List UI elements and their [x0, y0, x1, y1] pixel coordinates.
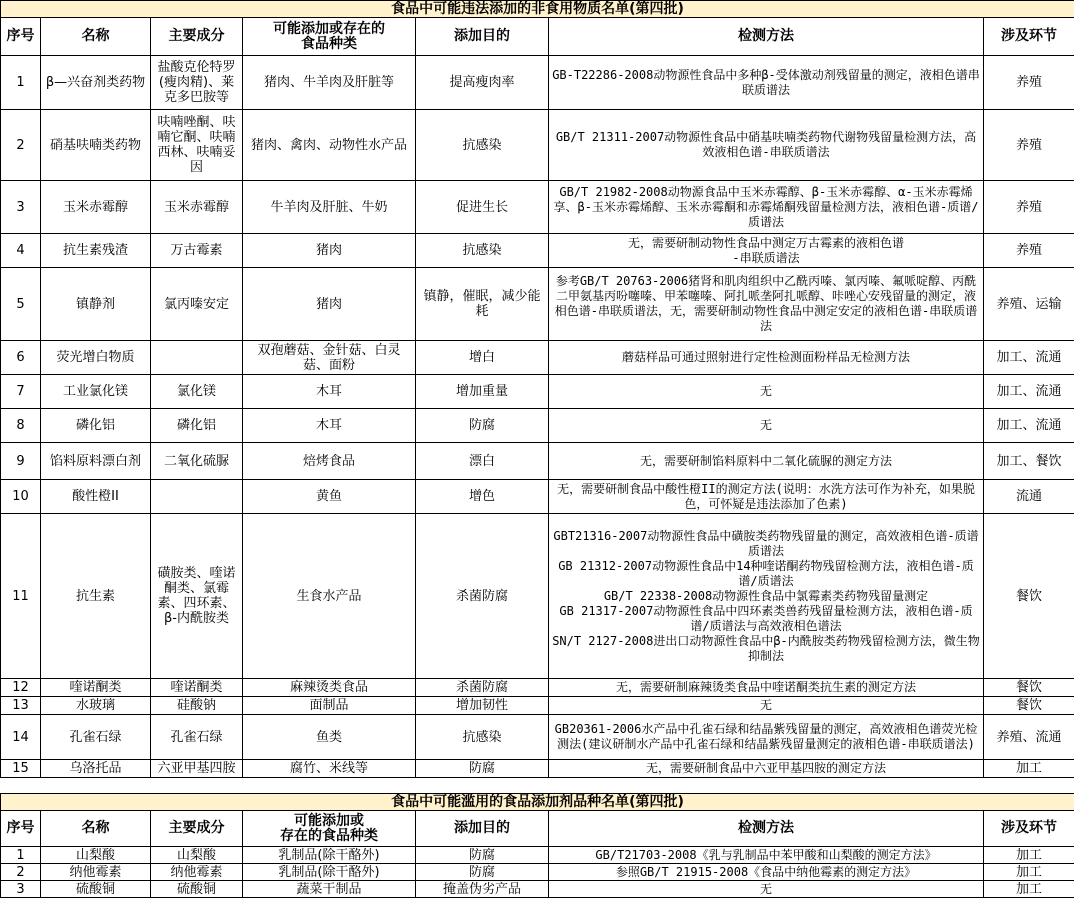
table-row — [1, 514, 1074, 679]
row-ingredient: 纳他霉素 — [151, 864, 243, 881]
table-row — [1, 110, 1074, 181]
table-row — [1, 56, 1074, 110]
row-name: 镇静剂 — [41, 268, 151, 341]
row-food: 生食水产品 — [243, 514, 416, 679]
row-ingredient: 磺胺类、喹诺酮类、氯霉素、四环素、β-内酰胺类 — [151, 514, 243, 679]
row-method: 参照GB/T 21915-2008《食品中纳他霉素的测定方法》 — [549, 864, 984, 881]
row-name: 纳他霉素 — [41, 864, 151, 881]
row-purpose: 增色 — [416, 480, 549, 514]
row-method: 无，需要研制食品中六亚甲基四胺的测定方法 — [549, 760, 984, 778]
table-row — [1, 341, 1074, 375]
table1-title-row — [1, 1, 1074, 18]
row-purpose: 增加重量 — [416, 375, 549, 409]
row-purpose: 杀菌防腐 — [416, 679, 549, 697]
table-row — [1, 760, 1074, 778]
row-ingredient: 山梨酸 — [151, 847, 243, 864]
row-stage: 餐饮 — [984, 514, 1074, 679]
row-method: 无，需要研制动物性食品中测定万古霉素的液相色谱 -串联质谱法 — [549, 234, 984, 268]
row-name: 荧光增白物质 — [41, 341, 151, 375]
row-food: 猪肉 — [243, 268, 416, 341]
row-no: 3 — [1, 181, 41, 234]
row-name: 山梨酸 — [41, 847, 151, 864]
row-no: 4 — [1, 234, 41, 268]
row-food: 猪肉 — [243, 234, 416, 268]
row-ingredient: 氯化镁 — [151, 375, 243, 409]
header-name: 名称 — [41, 811, 151, 847]
table2-header-row — [1, 811, 1074, 847]
row-food: 猪肉、牛羊肉及肝脏等 — [243, 56, 416, 110]
table-row — [1, 679, 1074, 697]
table-row — [1, 715, 1074, 760]
row-name: 硫酸铜 — [41, 881, 151, 898]
row-ingredient: 磷化铝 — [151, 409, 243, 443]
header-ingredient: 主要成分 — [151, 811, 243, 847]
row-no: 13 — [1, 697, 41, 715]
row-name: 磷化铝 — [41, 409, 151, 443]
row-ingredient: 六亚甲基四胺 — [151, 760, 243, 778]
row-name: 馅料原料漂白剂 — [41, 443, 151, 480]
row-ingredient: 盐酸克伦特罗(瘦肉精)、莱克多巴胺等 — [151, 56, 243, 110]
table-row — [1, 864, 1074, 881]
row-ingredient: 喹诺酮类 — [151, 679, 243, 697]
table-row — [1, 847, 1074, 864]
row-name: 玉米赤霉醇 — [41, 181, 151, 234]
row-purpose: 防腐 — [416, 409, 549, 443]
row-stage: 养殖 — [984, 181, 1074, 234]
table-row — [1, 443, 1074, 480]
row-food: 鱼类 — [243, 715, 416, 760]
row-purpose: 促进生长 — [416, 181, 549, 234]
row-purpose: 增加韧性 — [416, 697, 549, 715]
table-row — [1, 234, 1074, 268]
row-no: 14 — [1, 715, 41, 760]
row-purpose: 抗感染 — [416, 110, 549, 181]
row-no: 11 — [1, 514, 41, 679]
row-ingredient: 玉米赤霉醇 — [151, 181, 243, 234]
row-purpose: 漂白 — [416, 443, 549, 480]
row-ingredient: 二氧化硫脲 — [151, 443, 243, 480]
row-food: 双孢蘑菇、金针菇、白灵菇、面粉 — [243, 341, 416, 375]
table1-header-row — [1, 18, 1074, 56]
row-purpose: 杀菌防腐 — [416, 514, 549, 679]
row-method: 无，需要研制馅料原料中二氧化硫脲的测定方法 — [549, 443, 984, 480]
header-no: 序号 — [1, 18, 41, 56]
row-name: 工业氯化镁 — [41, 375, 151, 409]
row-no: 1 — [1, 56, 41, 110]
row-no: 2 — [1, 110, 41, 181]
row-stage: 加工、餐饮 — [984, 443, 1074, 480]
table-row — [1, 881, 1074, 898]
row-stage: 加工、流通 — [984, 409, 1074, 443]
row-food: 乳制品(除干酪外) — [243, 847, 416, 864]
row-stage: 养殖、运输 — [984, 268, 1074, 341]
row-method: GB20361-2006水产品中孔雀石绿和结晶紫残留量的测定，高效液相色谱荧光检测法(建议研制水产品中孔雀石绿和结晶紫残留量测定的液相色谱-串联质谱法) — [549, 715, 984, 760]
row-name: 抗生素残渣 — [41, 234, 151, 268]
row-ingredient — [151, 480, 243, 514]
table-row — [1, 375, 1074, 409]
row-ingredient: 氯丙嗪安定 — [151, 268, 243, 341]
row-food: 面制品 — [243, 697, 416, 715]
table-row — [1, 697, 1074, 715]
row-stage: 餐饮 — [984, 697, 1074, 715]
row-stage: 流通 — [984, 480, 1074, 514]
row-no: 5 — [1, 268, 41, 341]
row-food: 牛羊肉及肝脏、牛奶 — [243, 181, 416, 234]
header-purpose: 添加目的 — [416, 811, 549, 847]
row-method: 无，需要研制麻辣烫类食品中喹诺酮类抗生素的测定方法 — [549, 679, 984, 697]
row-food: 黄鱼 — [243, 480, 416, 514]
header-stage: 涉及环节 — [984, 811, 1074, 847]
row-no: 6 — [1, 341, 41, 375]
table2-title-row — [1, 794, 1074, 811]
row-no: 15 — [1, 760, 41, 778]
row-ingredient: 硫酸铜 — [151, 881, 243, 898]
row-method: 无，需要研制食品中酸性橙II的测定方法(说明：水洗方法可作为补充，如果脱色，可怀疑是违法添加了色素) — [549, 480, 984, 514]
row-stage: 养殖、流通 — [984, 715, 1074, 760]
row-stage: 加工 — [984, 760, 1074, 778]
row-no: 10 — [1, 480, 41, 514]
row-method: 无 — [549, 697, 984, 715]
row-name: 喹诺酮类 — [41, 679, 151, 697]
row-method: GB/T 21311-2007动物源性食品中硝基呋喃类药物代谢物残留量检测方法，高效液相色谱-串联质谱法 — [549, 110, 984, 181]
table-row — [1, 181, 1074, 234]
row-purpose: 提高瘦肉率 — [416, 56, 549, 110]
row-purpose: 增白 — [416, 341, 549, 375]
row-method: 无 — [549, 375, 984, 409]
row-food: 猪肉、禽肉、动物性水产品 — [243, 110, 416, 181]
row-method: 无 — [549, 881, 984, 898]
header-ingredient: 主要成分 — [151, 18, 243, 56]
row-method: GB/T21703-2008《乳与乳制品中苯甲酸和山梨酸的测定方法》 — [549, 847, 984, 864]
row-stage: 养殖 — [984, 234, 1074, 268]
row-purpose: 防腐 — [416, 847, 549, 864]
row-food: 麻辣烫类食品 — [243, 679, 416, 697]
row-stage: 加工、流通 — [984, 375, 1074, 409]
row-name: β—兴奋剂类药物 — [41, 56, 151, 110]
row-ingredient: 万古霉素 — [151, 234, 243, 268]
row-no: 9 — [1, 443, 41, 480]
header-method: 检测方法 — [549, 18, 984, 56]
header-purpose: 添加目的 — [416, 18, 549, 56]
row-no: 2 — [1, 864, 41, 881]
row-purpose: 抗感染 — [416, 234, 549, 268]
row-ingredient: 硅酸钠 — [151, 697, 243, 715]
row-method: GB-T22286-2008动物源性食品中多种β-受体激动剂残留量的测定，液相色谱串联质谱法 — [549, 56, 984, 110]
row-name: 水玻璃 — [41, 697, 151, 715]
row-stage: 加工、流通 — [984, 341, 1074, 375]
row-stage: 养殖 — [984, 56, 1074, 110]
row-method: 蘑菇样品可通过照射进行定性检测面粉样品无检测方法 — [549, 341, 984, 375]
row-purpose: 防腐 — [416, 760, 549, 778]
row-stage: 加工 — [984, 847, 1074, 864]
row-purpose: 抗感染 — [416, 715, 549, 760]
header-name: 名称 — [41, 18, 151, 56]
table-row — [1, 480, 1074, 514]
row-name: 乌洛托品 — [41, 760, 151, 778]
row-food: 焙烤食品 — [243, 443, 416, 480]
table-row — [1, 268, 1074, 341]
row-no: 1 — [1, 847, 41, 864]
row-name: 酸性橙II — [41, 480, 151, 514]
row-food: 木耳 — [243, 409, 416, 443]
row-food: 腐竹、米线等 — [243, 760, 416, 778]
row-name: 孔雀石绿 — [41, 715, 151, 760]
row-method: GB/T 21982-2008动物源食品中玉米赤霉醇、β-玉米赤霉醇、α-玉米赤霉烯享、β-玉米赤霉烯醇、玉米赤霉酮和赤霉烯酮残留量检测方法，液相色谱-质谱/质谱法 — [549, 181, 984, 234]
row-name: 硝基呋喃类药物 — [41, 110, 151, 181]
row-stage: 加工 — [984, 864, 1074, 881]
row-name: 抗生素 — [41, 514, 151, 679]
row-no: 3 — [1, 881, 41, 898]
row-no: 7 — [1, 375, 41, 409]
table2-title: 食品中可能滥用的食品添加剂品种名单(第四批) — [1, 794, 1074, 811]
row-ingredient: 呋喃唑酮、呋喃它酮、呋喃西林、呋喃妥因 — [151, 110, 243, 181]
row-stage: 餐饮 — [984, 679, 1074, 697]
row-food: 蔬菜干制品 — [243, 881, 416, 898]
row-method: 参考GB/T 20763-2006猪肾和肌肉组织中乙酰丙嗪、氯丙嗪、氟哌啶醇、丙酰二甲氨基丙吩噻嗪、甲苯噻嗪、阿扎哌垄阿扎哌醇、咔唑心安残留量的测定，液相色谱-串联质谱法，无，需要研制动物性食品中测定安定的液相色谱-串联质谱法 — [549, 268, 984, 341]
row-purpose: 镇静，催眠，减少能耗 — [416, 268, 549, 341]
row-food: 木耳 — [243, 375, 416, 409]
row-method: GBT21316-2007动物源性食品中磺胺类药物残留量的测定，高效液相色谱-质谱质谱法 GB 21312-2007动物源性食品中14种喹诺酮药物残留检测方法，液相色谱-质谱/质谱法 GB/T 22338-2008动物源性食品中氯霉素类药物残留量测定 GB 21317-2007动物源性食品中四环素类兽药残留量检测方法，液相色谱-质谱/质谱法与高效液相色谱法 SN/T 2127-2008进出口动物源性食品中β-内酰胺类药物残留检测方法，微生物抑制法 — [549, 514, 984, 679]
table-row — [1, 409, 1074, 443]
header-food: 可能添加或 存在的食品种类 — [243, 811, 416, 847]
row-no: 12 — [1, 679, 41, 697]
row-no: 8 — [1, 409, 41, 443]
row-food: 乳制品(除干酪外) — [243, 864, 416, 881]
row-stage: 养殖 — [984, 110, 1074, 181]
food-additives-table — [0, 793, 1074, 898]
header-food: 可能添加或存在的 食品种类 — [243, 18, 416, 56]
table1-title: 食品中可能违法添加的非食用物质名单(第四批) — [1, 1, 1074, 18]
row-method: 无 — [549, 409, 984, 443]
row-ingredient — [151, 341, 243, 375]
row-ingredient: 孔雀石绿 — [151, 715, 243, 760]
header-method: 检测方法 — [549, 811, 984, 847]
row-purpose: 防腐 — [416, 864, 549, 881]
row-purpose: 掩盖伪劣产品 — [416, 881, 549, 898]
header-stage: 涉及环节 — [984, 18, 1074, 56]
header-no: 序号 — [1, 811, 41, 847]
row-stage: 加工 — [984, 881, 1074, 898]
